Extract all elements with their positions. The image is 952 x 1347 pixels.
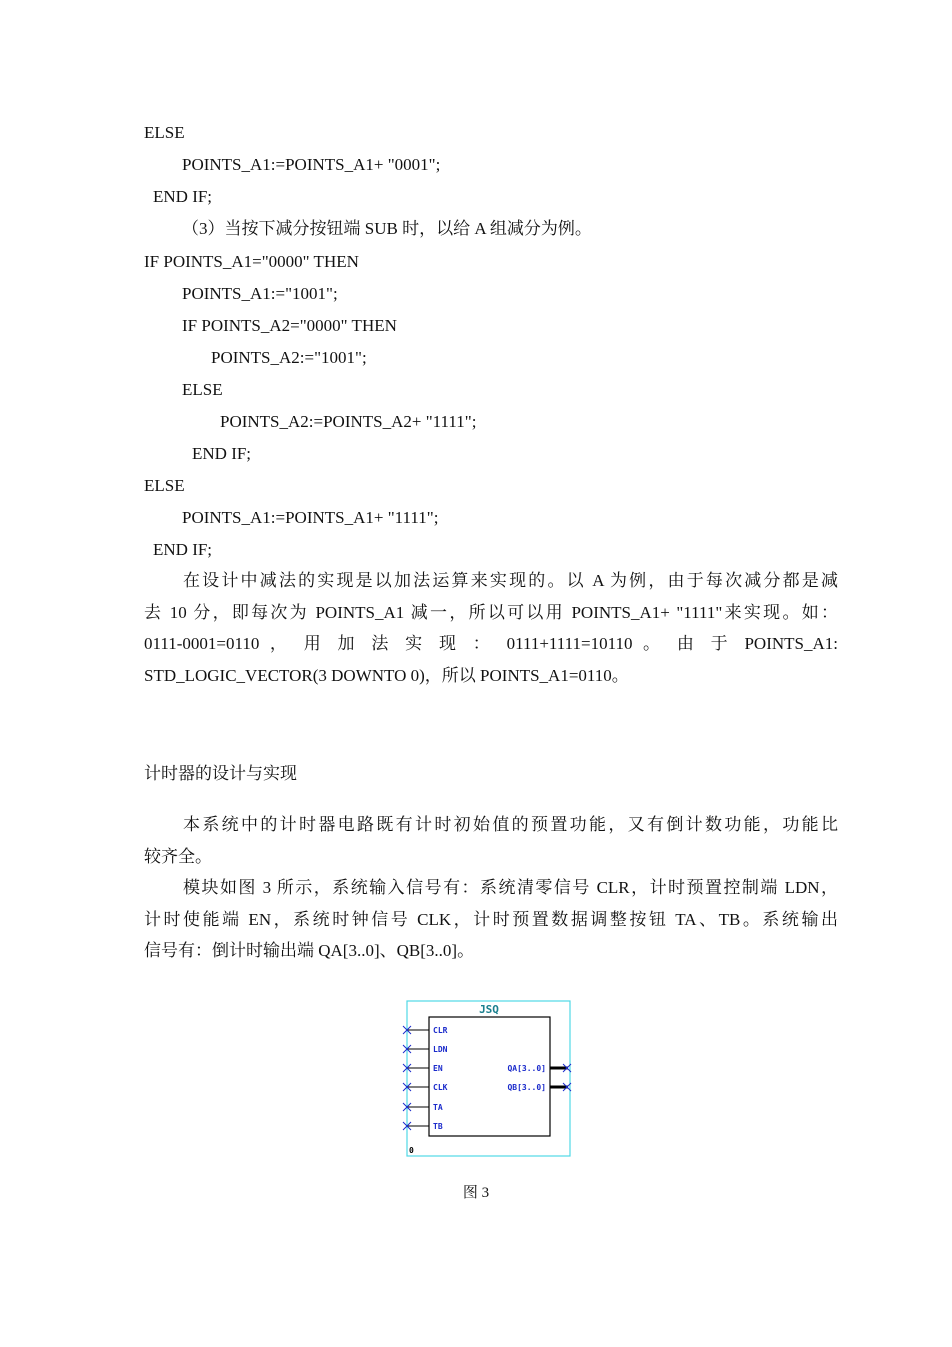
input-pin-ta xyxy=(403,1103,443,1112)
code-line: ELSE xyxy=(144,476,185,495)
pin-label: CLR xyxy=(433,1026,448,1035)
code-line: POINTS_A2:=POINTS_A2+ "1111"; xyxy=(220,412,477,431)
paragraph-module-signals xyxy=(144,872,838,967)
code-line: END IF; xyxy=(192,444,252,463)
code-line: IF POINTS_A1="0000" THEN xyxy=(144,252,359,271)
pin-label: LDN xyxy=(433,1045,448,1054)
paragraph-line: 信号有：倒计时输出端 QA[3..0]、QB[3..0]。 xyxy=(144,941,475,960)
pin-label: QA[3..0] xyxy=(507,1064,546,1073)
section-heading: 计时器的设计与实现 xyxy=(144,764,297,783)
symbol-frame xyxy=(407,1001,570,1156)
paragraph-line: 模块如图 3 所示，系统输入信号有：系统清零信号 CLR，计时预置控制端 LDN， xyxy=(183,878,838,897)
block-title: JSQ xyxy=(479,1003,499,1016)
paragraph-line: STD_LOGIC_VECTOR(3 DOWNTO 0)，所以 POINTS_A1=0110。 xyxy=(144,665,629,685)
pin-label: QB[3..0] xyxy=(507,1083,546,1092)
code-line: IF POINTS_A2="0000" THEN xyxy=(182,316,397,335)
pin-label: EN xyxy=(433,1064,443,1073)
input-pin-clk xyxy=(403,1083,448,1092)
code-line: END IF; xyxy=(153,187,213,206)
paragraph-line: 本系统中的计时器电路既有计时初始值的预置功能，又有倒计数功能，功能比 xyxy=(183,815,838,834)
paragraph-subtraction xyxy=(144,565,838,691)
paragraph-line: 较齐全。 xyxy=(144,846,212,866)
instance-number: 0 xyxy=(409,1146,414,1155)
subsection-title: （3）当按下减分按钮端 SUB 时，以给 A 组减分为例。 xyxy=(182,219,592,238)
paragraph-timer-intro xyxy=(144,809,838,872)
paragraph-line: 去 10 分，即每次为 POINTS_A1 减一，所以可以用 POINTS_A1+ "1111"来实现。如： xyxy=(144,602,838,622)
jsq-symbol xyxy=(400,999,572,1159)
input-pin-ldn xyxy=(403,1045,448,1054)
code-line: POINTS_A1:="1001"; xyxy=(182,284,338,303)
code-line: ELSE xyxy=(182,380,223,399)
paragraph-line: 0111-0001=0110 ， 用 加 法 实 现 ： 0111+1111=10110 。 由 于 POINTS_A1: xyxy=(144,634,838,653)
input-pin-tb xyxy=(403,1122,443,1131)
output-bus-qb xyxy=(507,1083,571,1092)
code-line: POINTS_A1:=POINTS_A1+ "1111"; xyxy=(182,508,439,527)
figure-caption: 图 3 xyxy=(462,1185,490,1201)
pin-label: TA xyxy=(433,1103,443,1112)
jsq-block-diagram xyxy=(400,999,572,1159)
code-line: ELSE xyxy=(144,123,185,142)
output-bus-qa xyxy=(507,1064,571,1073)
code-line: END IF; xyxy=(153,540,213,559)
input-pin-en xyxy=(403,1064,443,1073)
input-pin-clr xyxy=(403,1026,448,1035)
code-line: POINTS_A2:="1001"; xyxy=(211,348,367,367)
pin-label: CLK xyxy=(433,1083,448,1092)
pin-label: TB xyxy=(433,1122,443,1131)
paragraph-line: 在设计中减法的实现是以加法运算来实现的。以 A 为例，由于每次减分都是减 xyxy=(183,571,838,590)
code-line: POINTS_A1:=POINTS_A1+ "0001"; xyxy=(182,155,441,174)
paragraph-line: 计时使能端 EN，系统时钟信号 CLK，计时预置数据调整按钮 TA、TB。系统输出 xyxy=(144,909,838,929)
